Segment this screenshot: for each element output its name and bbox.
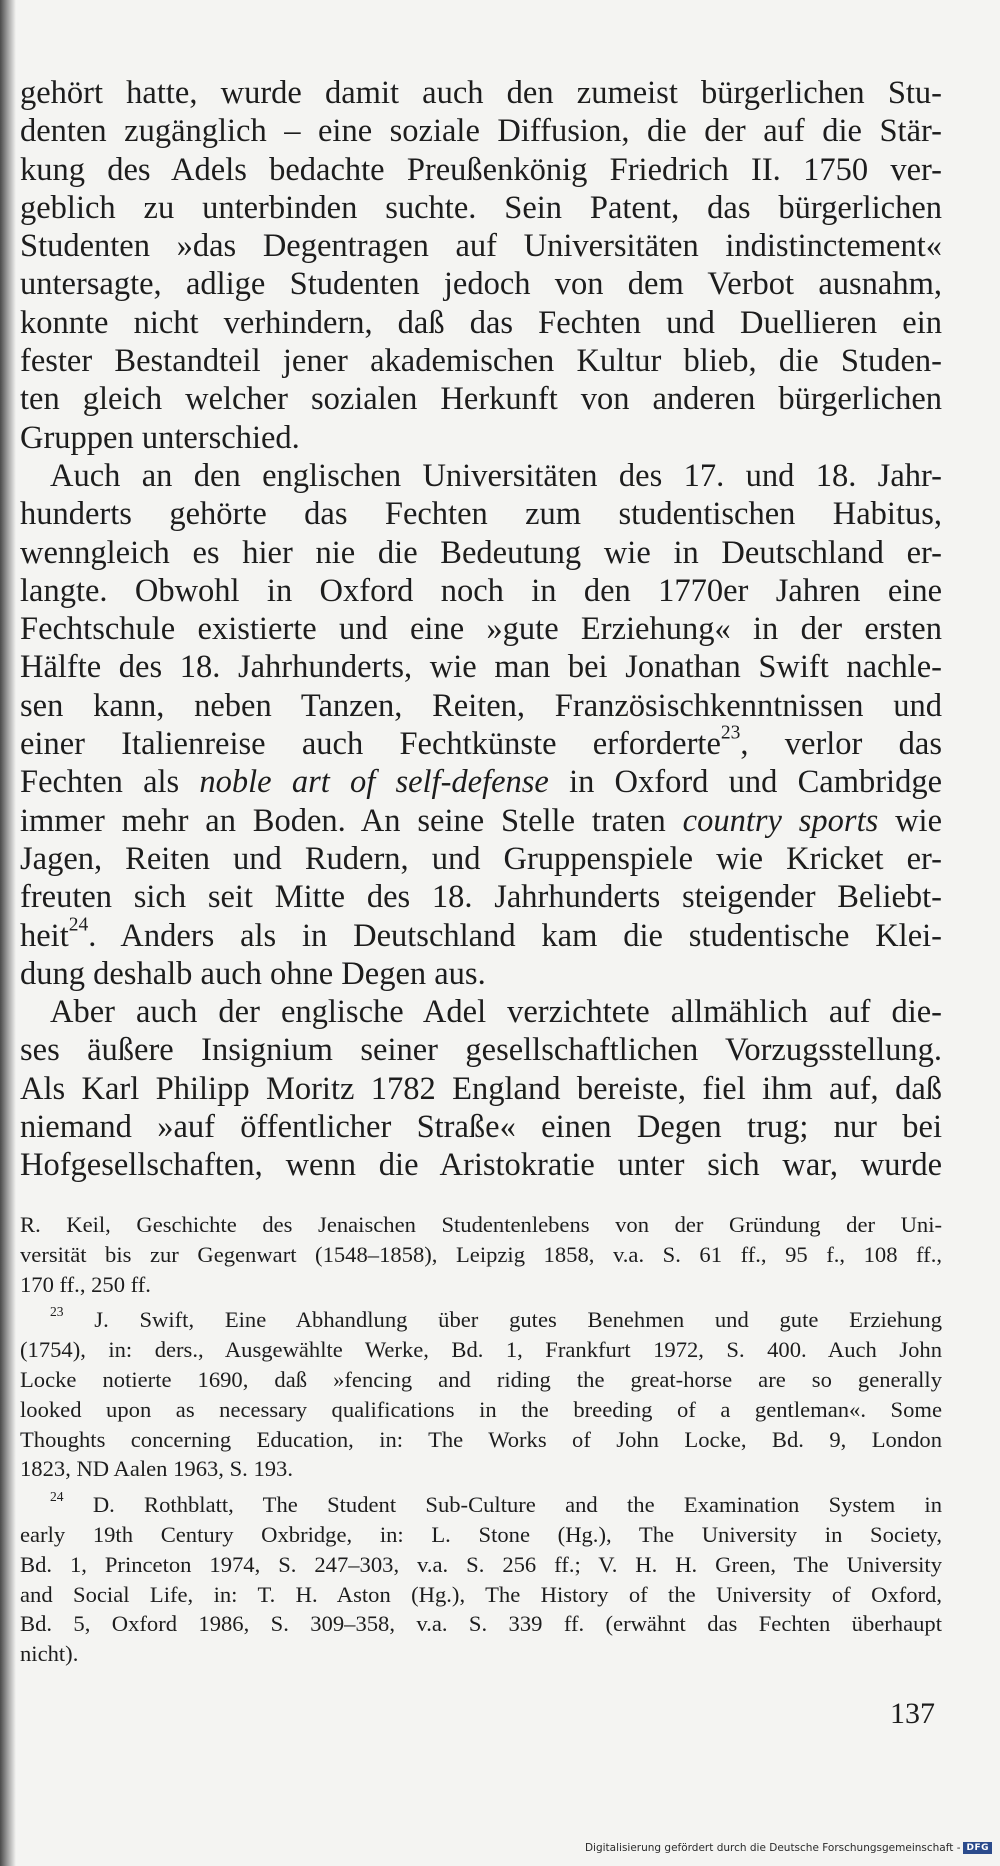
body-line: fester Bestandteil jener akademischen Kultur blieb, die Studen- <box>20 343 942 380</box>
body-line: Als Karl Philipp Moritz 1782 England bereiste, fiel ihm auf, daß <box>20 1070 942 1107</box>
body-line: kung des Adels bedachte Preußenkönig Friedrich II. 1750 ver- <box>20 151 942 188</box>
footnote-line: R. Keil, Geschichte des Jenaischen Studentenlebens von der Gründung der Uni- <box>20 1212 942 1237</box>
page-number: 137 <box>890 1697 935 1730</box>
footnote-line: 1823, ND Aalen 1963, S. 193. <box>20 1456 294 1482</box>
body-line-with-footnote-ref <box>20 917 942 955</box>
footnote-line: Thoughts concerning Education, in: The Works of John Locke, Bd. 9, London <box>20 1426 942 1452</box>
body-line: ses äußere Insignium seiner gesellschaftlichen Vorzugsstellung. <box>20 1032 942 1069</box>
body-line: untersagte, adlige Studenten jedoch von dem Verbot ausnahm, <box>20 266 942 303</box>
body-line: sen kann, neben Tanzen, Reiten, Französischkenntnissen und <box>20 687 942 724</box>
footnote-line: nicht). <box>20 1641 79 1667</box>
body-line: ten gleich welcher sozialen Herkunft von anderen bürgerlichen <box>20 381 942 418</box>
body-line: Jagen, Reiten und Rudern, und Gruppenspiele wie Kricket er- <box>20 840 942 877</box>
footnote-line: early 19th Century Oxbridge, in: L. Stone (Hg.), The University in Society, <box>20 1521 942 1547</box>
body-line: Fechtschule existierte und eine »gute Erziehung« in der ersten <box>20 611 942 648</box>
body-line: Hälfte des 18. Jahrhunderts, wie man bei Jonathan Swift nachle- <box>20 649 942 686</box>
footnote-line: and Social Life, in: T. H. Aston (Hg.), The History of the University of Oxford, <box>20 1581 942 1607</box>
footnote-line <box>20 1490 942 1520</box>
line-text: in Oxford und Cambridge <box>548 764 942 801</box>
footnote-line: versität bis zur Gegenwart (1548–1858), Leipzig 1858, v.a. S. 61 ff., 95 f., 108 ff., <box>20 1241 942 1267</box>
book-spine-shadow <box>0 0 16 1866</box>
body-line: geblich zu unterbinden suchte. Sein Patent, das bürgerlichen <box>20 189 942 226</box>
footnote-24 <box>20 1490 942 1669</box>
footnote-line: 170 ff., 250 ff. <box>20 1271 151 1297</box>
body-line: denten zugänglich – eine soziale Diffusion, die der auf die Stär- <box>20 113 942 150</box>
body-line: hunderts gehörte das Fechten zum studentischen Habitus, <box>20 496 942 533</box>
paragraph-start-line: Auch an den englischen Universitäten des 17. und 18. Jahr- <box>50 457 942 494</box>
footnote-line: Bd. 1, Princeton 1974, S. 247–303, v.a. S. 256 ff.; V. H. H. Green, The University <box>20 1551 942 1577</box>
line-text: , verlor das <box>740 726 942 763</box>
footnote-ref-24: 24 <box>68 916 89 935</box>
body-line: niemand »auf öffentlicher Straße« einen Degen trug; nur bei <box>20 1109 942 1146</box>
footnote-23 <box>20 1305 942 1484</box>
footnote-line: looked upon as necessary qualifications in the breeding of a gentleman«. Some <box>20 1396 942 1422</box>
footnote-line <box>20 1305 942 1335</box>
body-line: gehört hatte, wurde damit auch den zumeist bürgerlichen Stu- <box>20 75 942 111</box>
footnote-line: (1754), in: ders., Ausgewählte Werke, Bd. 1, Frankfurt 1972, S. 400. Auch John <box>20 1337 942 1363</box>
body-line-with-italic <box>20 763 942 801</box>
body-line-with-footnote-ref <box>20 725 942 763</box>
line-text: Fechten als <box>20 764 200 801</box>
body-line: langte. Obwohl in Oxford noch in den 1770er Jahren eine <box>20 572 942 609</box>
credit-text: Digitalisierung gefördert durch die Deutsche Forschungsgemeinschaft - <box>584 1842 961 1854</box>
body-line: Studenten »das Degentragen auf Universitäten indistinctement« <box>20 228 942 265</box>
footnote-ref-23: 23 <box>720 725 741 744</box>
italic-phrase: noble art of self-defense <box>199 764 549 801</box>
footnotes <box>20 1210 942 1675</box>
body-line: konnte nicht verhindern, daß das Fechten und Duellieren ein <box>20 304 942 341</box>
digitization-credit <box>585 1842 992 1854</box>
footnote-marker: 23 <box>50 1305 64 1320</box>
footnote-marker: 24 <box>50 1490 64 1505</box>
body-line: Gruppen unterschied. <box>20 419 300 456</box>
body-line: freuten sich seit Mitte des 18. Jahrhunderts steigender Beliebt- <box>20 879 942 916</box>
line-text: J. Swift, Eine Abhandlung über gutes Benehmen und gute Erziehung <box>63 1307 942 1333</box>
line-text: . Anders als in Deutschland kam die studentische Klei- <box>88 917 942 954</box>
main-text-block <box>20 74 942 1185</box>
paragraph-start-line: Aber auch der englische Adel verzichtete allmählich auf die- <box>50 994 942 1031</box>
line-text: heit <box>20 917 69 954</box>
line-text: immer mehr an Boden. An seine Stelle traten <box>20 802 683 839</box>
body-line: wenngleich es hier nie die Bedeutung wie in Deutschland er- <box>20 534 942 571</box>
body-line-with-italic <box>20 802 942 840</box>
dfg-logo: DFG <box>963 1842 992 1854</box>
body-line: Hofgesellschaften, wenn die Aristokratie unter sich war, wurde <box>20 1147 942 1184</box>
footnote-line: Locke notierte 1690, daß »fencing and riding the great-horse are so generally <box>20 1366 942 1392</box>
footnote-line: Bd. 5, Oxford 1986, S. 309–358, v.a. S. 339 ff. (erwähnt das Fechten überhaupt <box>20 1611 942 1637</box>
italic-phrase: country sports <box>682 802 879 839</box>
line-text: wie <box>878 802 942 839</box>
footnote-continued <box>20 1210 942 1299</box>
body-line: dung deshalb auch ohne Degen aus. <box>20 955 486 992</box>
line-text: einer Italienreise auch Fechtkünste erforderte <box>20 726 721 763</box>
line-text: D. Rothblatt, The Student Sub-Culture and the Examination System in <box>63 1492 942 1518</box>
